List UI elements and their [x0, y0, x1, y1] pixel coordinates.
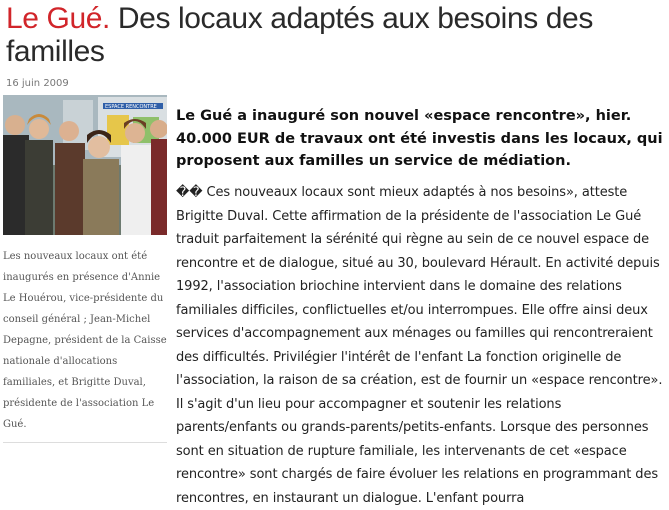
photo-caption: Les nouveaux locaux ont été inaugurés en présence d'Annie Le Houérou, vice-présidente du conseil général ; Jean-Michel Depagne, président de la Caisse nationale d'allocations familiales, et Brigitte Duval, présidente de l'association Le Gué.: [3, 251, 167, 430]
article-title: [6, 2, 661, 68]
article-title-rest: Des locaux adaptés aux besoins des familles: [6, 2, 593, 68]
photo-sign-text: ESPACE RENCONTRE: [105, 104, 157, 110]
article-date: 16 juin 2009: [6, 78, 69, 89]
article-body: �� Ces nouveaux locaux sont mieux adaptés à nos besoins», atteste Brigitte Duval. Cette affirmation de la présidente de l'association Le Gué traduit parfaitement la sérénité qui règne au sein de ce nouvel espace de rencontre et de dialogue, situé au 30, boulevard Hérault. En activité depuis 1992, l'association briochine intervient dans le domaine des relations familiales difficiles, conflictuelles et/ou interrompues. Elle offre ainsi deux services d'accompagnement aux ménages ou familles qui rencontreraient des difficultés. Privilégier l'intérêt de l'enfant La fonction originelle de l'association, la raison de sa création, est de fournir un «espace rencontre». Il s'agit d'un lieu pour accompagner et soutenir les relations parents/enfants ou grands-parents/petits-enfants. Lorsque des personnes sont en situation de rupture familiale, les intervenants de cet «espace rencontre» sont chargés de faire évoluer les relations en programmant des rencontres, en instaurant un dialogue. L'enfant pourra: [176, 185, 663, 506]
article-title-place: Le Gué.: [6, 2, 110, 35]
article-photo[interactable]: [3, 95, 167, 235]
caption-divider: [3, 442, 167, 443]
photo-illustration: [3, 95, 167, 235]
article-lead: Le Gué a inauguré son nouvel «espace rencontre», hier. 40.000 EUR de travaux ont été investis dans les locaux, qui proposent aux familles un service de médiation.: [176, 108, 663, 169]
